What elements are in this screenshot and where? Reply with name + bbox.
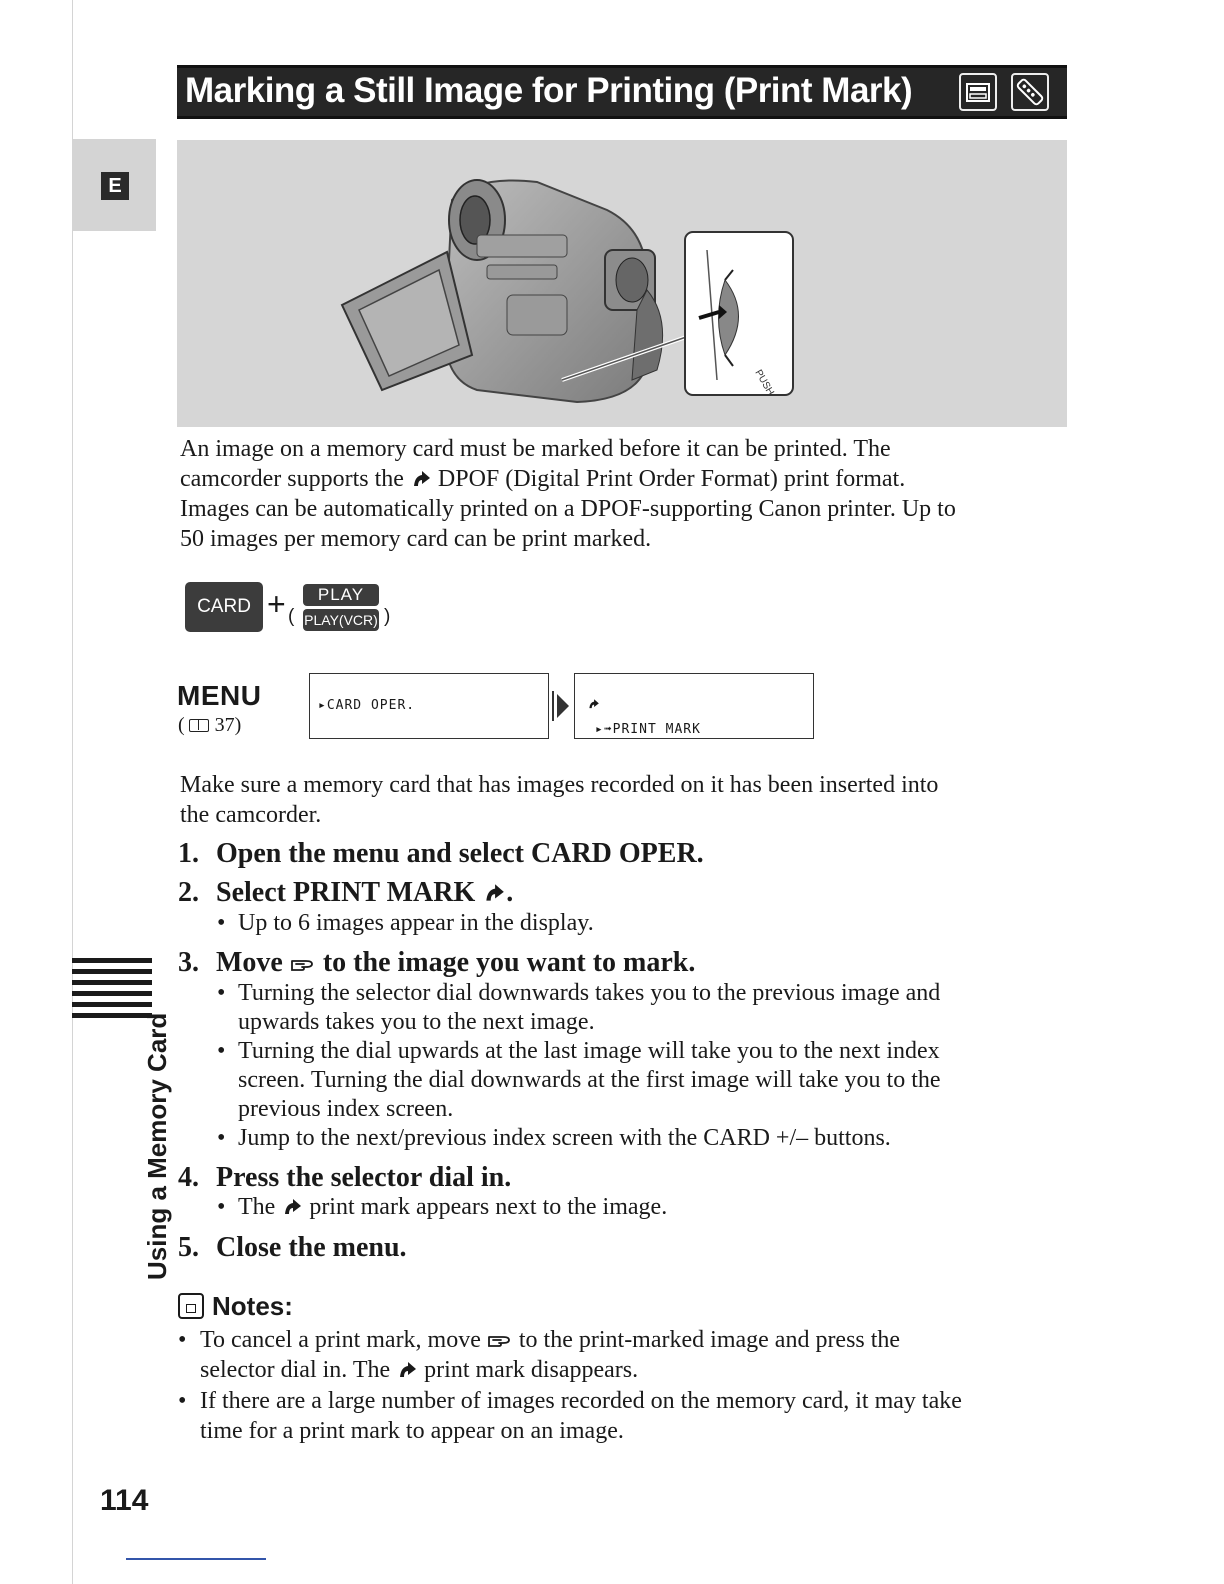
footer-line (126, 1558, 266, 1560)
card-mode-button: CARD (185, 582, 263, 632)
bullet-item (217, 1037, 1047, 1124)
note-part: To cancel a print mark, move (200, 1327, 481, 1353)
bullet-text (238, 1193, 1047, 1222)
bullet-dot: • (178, 1327, 187, 1353)
intro-line-2b: DPOF (Digital Print Order Format) print format. (437, 466, 906, 492)
language-tab (72, 139, 156, 231)
play-mode-button: PLAY (303, 584, 379, 606)
plus-sign: + (267, 586, 286, 622)
page-number: 114 (100, 1484, 149, 1517)
intro-line-3: Images can be automatically printed on a DPOF-supporting Canon printer. Up to (180, 496, 956, 522)
bullet-item (217, 1124, 1047, 1153)
step-text: Select PRINT MARK (216, 877, 476, 908)
menu-ref-page: 37) (214, 714, 242, 736)
step-number: 5. (178, 1232, 199, 1263)
bullet-line: screen. Turning the dial downwards at the first image will take you to the (238, 1067, 941, 1093)
step-3 (178, 946, 695, 980)
bullet-item (217, 1193, 1047, 1222)
note-part: print mark disappears. (424, 1357, 639, 1383)
camcorder-illustration (177, 140, 1067, 427)
menu-label: MENU (177, 680, 262, 711)
notes-title-text: Notes: (212, 1291, 293, 1321)
menu-page-ref (178, 714, 241, 737)
intro-line-2a: camcorder supports the (180, 466, 404, 492)
note-item (178, 1386, 1058, 1446)
bullet-line: upwards takes you to the next image. (238, 1009, 595, 1035)
step-1 (178, 837, 704, 871)
step-text-a: Move (216, 947, 283, 978)
note-text (200, 1325, 1058, 1385)
menu-item-print-mark-text: ▸➟PRINT MARK (595, 722, 701, 737)
dial-push-label: PUSH (752, 368, 776, 398)
prereq-paragraph (180, 770, 1060, 830)
step-text: Close the menu. (216, 1232, 407, 1263)
note-item (178, 1325, 1058, 1385)
menu-next-arrow-icon (551, 691, 571, 721)
note-part: to the print-marked image and press the (518, 1327, 901, 1353)
play-vcr-mode-button: PLAY(VCR) (303, 609, 379, 631)
step-text-b: to the image you want to mark. (322, 947, 696, 978)
intro-paragraph (180, 434, 1060, 554)
paren-close: ) (384, 606, 391, 627)
bullet-item (217, 979, 1047, 1037)
section-side-label: Using a Memory Card (142, 1012, 172, 1280)
prereq-line-1: Make sure a memory card that has images recorded on it has been inserted into (180, 772, 939, 798)
note-part: time for a print mark to appear on an image. (200, 1418, 624, 1444)
print-mark-icon (410, 470, 432, 488)
menu-item-card-oper: ▸CARD OPER. (318, 698, 416, 713)
step-text: Press the selector dial in. (216, 1162, 512, 1193)
note-part: If there are a large number of images recorded on the memory card, it may take (200, 1388, 962, 1414)
pointing-hand-icon (487, 1331, 513, 1349)
step-number: 3. (178, 947, 199, 978)
notes-heading (178, 1291, 293, 1322)
bullet-text: Up to 6 images appear in the display. (238, 910, 594, 936)
book-icon (189, 719, 209, 732)
section-marker-lines (72, 958, 152, 1024)
bullet-part: print mark appears next to the image. (309, 1194, 668, 1220)
step-2 (178, 876, 513, 910)
note-part: selector dial in. The (200, 1357, 391, 1383)
step-number: 2. (178, 877, 199, 908)
page-title: Marking a Still Image for Printing (Print Mark) (185, 71, 913, 110)
menu-screen-card-oper (309, 673, 549, 739)
bullet-text: Jump to the next/previous index screen with the CARD +/– buttons. (238, 1125, 891, 1151)
bullet-dot: • (217, 1194, 226, 1220)
menu-item-print-mark (585, 698, 701, 737)
remote-control-icon (1011, 73, 1049, 111)
step-5 (178, 1231, 407, 1265)
prereq-line-2: the camcorder. (180, 802, 322, 828)
paren-open: ( (288, 606, 295, 627)
step-suffix: . (506, 877, 514, 908)
bullet-part: The (238, 1194, 276, 1220)
bullet-dot: • (217, 910, 226, 936)
step-number: 1. (178, 838, 199, 869)
menu-ref-open: ( (178, 714, 185, 736)
bullet-line: Turning the selector dial downwards takes you to the previous image and (238, 980, 941, 1006)
print-mark-icon (482, 883, 506, 903)
bullet-dot: • (178, 1388, 187, 1414)
print-mark-icon (587, 698, 600, 710)
bullet-text (238, 1037, 1047, 1124)
menu-screen-print-mark (574, 673, 814, 739)
step-4 (178, 1161, 511, 1195)
intro-line-1: An image on a memory card must be marked before it can be printed. The (180, 436, 891, 462)
language-badge: E (101, 172, 129, 200)
bullet-line: previous index screen. (238, 1096, 454, 1122)
bullet-dot: • (217, 980, 226, 1006)
intro-line-4: 50 images per memory card can be print marked. (180, 526, 652, 552)
step-text: Open the menu and select CARD OPER. (216, 838, 704, 869)
mode-buttons (185, 582, 415, 632)
print-mark-icon (281, 1198, 303, 1216)
notes-icon (178, 1293, 204, 1319)
title-bar (177, 65, 1067, 119)
step-number: 4. (178, 1162, 199, 1193)
bullet-line: Turning the dial upwards at the last image will take you to the next index (238, 1038, 940, 1064)
bullet-text (238, 979, 1047, 1037)
note-text (200, 1386, 1058, 1446)
bullet-dot: • (217, 1038, 226, 1064)
print-mark-icon (396, 1361, 418, 1379)
page-edge-line (72, 0, 73, 1584)
bullet-dot: • (217, 1125, 226, 1151)
pointing-hand-icon (290, 955, 316, 973)
bullet-item (217, 909, 1047, 938)
camcorder-icon (959, 73, 997, 111)
